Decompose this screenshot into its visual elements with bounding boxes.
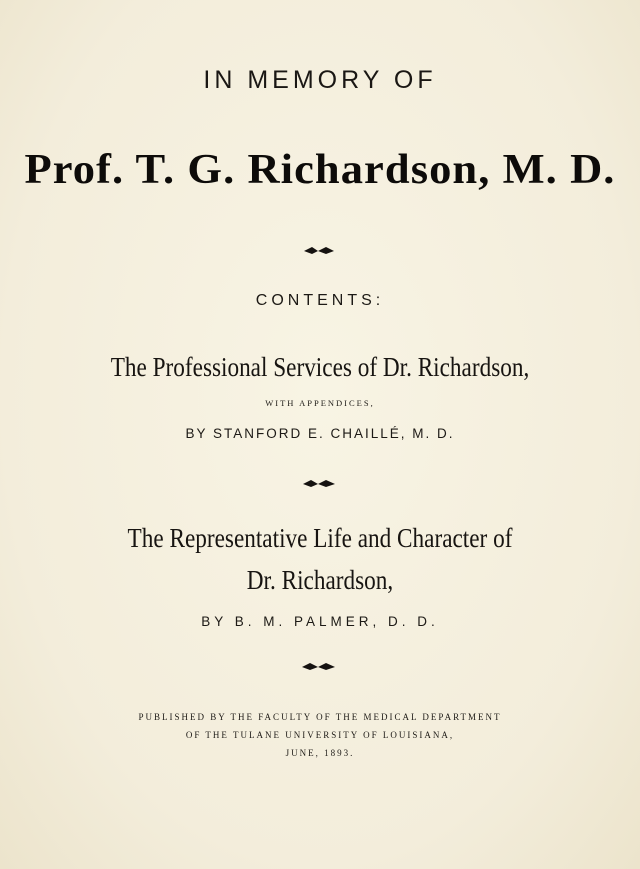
publisher-line1: PUBLISHED BY THE FACULTY OF THE MEDICAL DEPARTMENT [138, 712, 502, 722]
section2-author: BY B. M. PALMER, D. D. [201, 614, 439, 629]
contents-label: CONTENTS: [255, 292, 385, 309]
section1-subtitle: WITH APPENDICES, [265, 398, 375, 408]
section2-title-line1: The Representative Life and Character of [127, 523, 513, 553]
section1-author: BY STANFORD E. CHAILLÉ, M. D. [185, 426, 455, 441]
section1-title: The Professional Services of Dr. Richardson, [110, 352, 530, 382]
fleuron-divider-icon [0, 477, 640, 491]
fleuron-divider-icon [0, 660, 640, 674]
publisher-line2: OF THE TULANE UNIVERSITY OF LOUISIANA, [185, 730, 455, 740]
memorial-heading: IN MEMORY OF [203, 66, 437, 94]
section2-title-line2: Dr. Richardson, [246, 565, 394, 595]
honoree-name: Prof. T. G. Richardson, M. D. [24, 147, 616, 193]
fleuron-divider-icon [0, 244, 640, 258]
publication-date: JUNE, 1893. [285, 748, 355, 758]
